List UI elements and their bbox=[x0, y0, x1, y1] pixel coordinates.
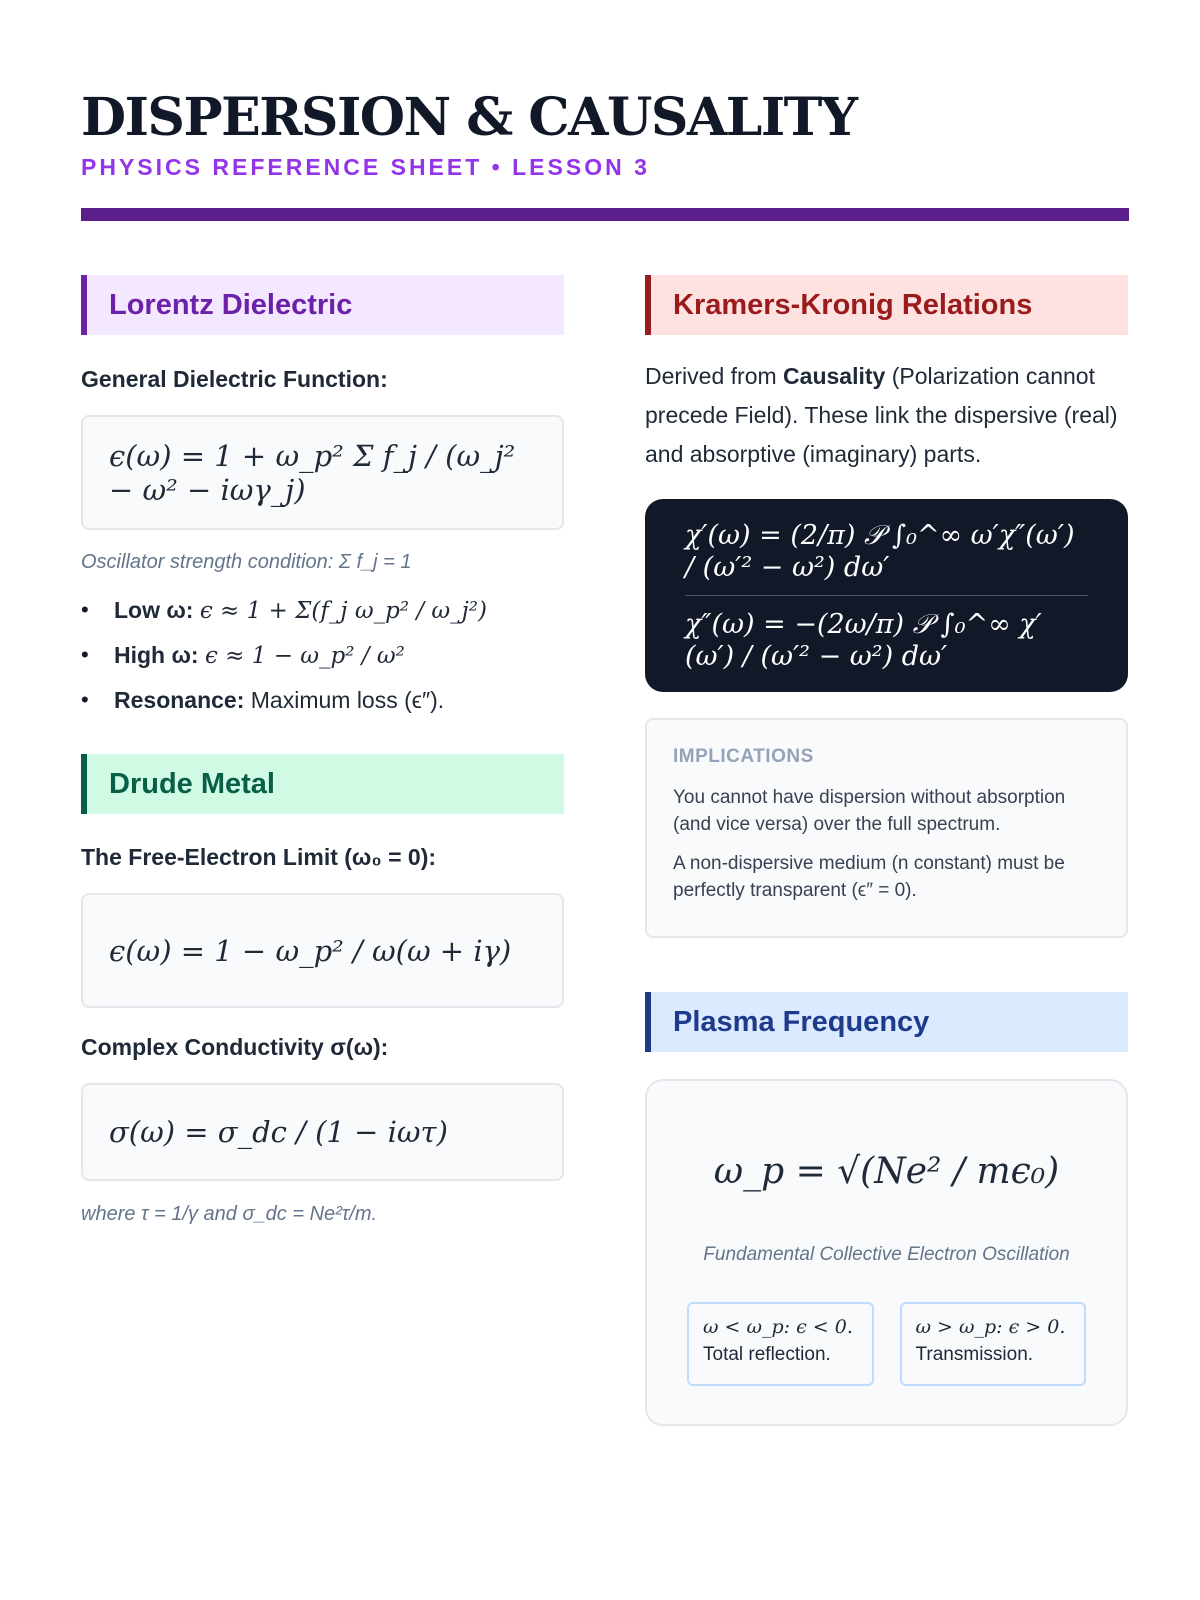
case-above-plasma bbox=[900, 1302, 1087, 1386]
kramers-equations-panel bbox=[645, 499, 1128, 692]
intro-text: Derived from bbox=[645, 363, 784, 389]
list-item bbox=[81, 596, 564, 625]
page-title: DISPERSION & CAUSALITY bbox=[81, 87, 857, 148]
kramers-intro bbox=[645, 357, 1128, 474]
list-item bbox=[81, 686, 564, 714]
lorentz-label: General Dielectric Function: bbox=[81, 366, 388, 392]
bullet-lead: Resonance: bbox=[114, 687, 245, 713]
plasma-cases bbox=[687, 1302, 1086, 1386]
implications-paragraph: You cannot have dispersion without absorption (and vice versa) over the full spectrum. bbox=[673, 787, 1066, 835]
drude-note: where τ = 1/γ and σ_dc = Ne²τ/m. bbox=[81, 1203, 378, 1225]
page-subtitle: PHYSICS REFERENCE SHEET • LESSON 3 bbox=[81, 154, 650, 180]
case-condition: ω > ω_p: ϵ > 0. bbox=[915, 1316, 1066, 1338]
case-condition: ω < ω_p: ϵ < 0. bbox=[703, 1316, 853, 1338]
lorentz-heading: Lorentz Dielectric bbox=[81, 275, 564, 335]
conductivity-equation: σ(ω) = σ_dc / (1 − iωτ) bbox=[109, 1115, 448, 1149]
case-result: Transmission. bbox=[915, 1344, 1034, 1365]
right-column bbox=[645, 275, 1128, 1426]
intro-text: (Polarization cannot precede Field). These link the dispersive (real) and absorptive (imaginary) parts. bbox=[645, 363, 1118, 467]
bullet-lead: High ω: bbox=[114, 642, 199, 668]
page-header bbox=[81, 86, 1129, 180]
header-divider bbox=[81, 208, 1129, 221]
case-below-plasma bbox=[687, 1302, 874, 1386]
left-column bbox=[81, 275, 564, 1226]
plasma-equation: ω_p = √(Ne² / mϵ₀) bbox=[713, 1150, 1060, 1192]
bullet-lead: Low ω: bbox=[114, 597, 194, 623]
implications-title: IMPLICATIONS bbox=[673, 746, 814, 767]
bullet-text: ϵ ≈ 1 + Σ(f_j ω_p² / ω_j²) bbox=[199, 598, 487, 624]
conductivity-label: Complex Conductivity σ(ω): bbox=[81, 1034, 389, 1060]
drude-equation: ϵ(ω) = 1 − ω_p² / ω(ω + iγ) bbox=[109, 933, 512, 968]
implications-paragraph: A non-dispersive medium (n constant) must be perfectly transparent (ϵ″ = 0). bbox=[673, 853, 1065, 901]
kk-real-equation: χ′(ω) = (2/π) 𝒫 ∫₀^∞ ω′χ″(ω′) / (ω′² − ω²) dω′ bbox=[685, 519, 1075, 583]
lorentz-equation-box bbox=[81, 415, 564, 530]
plasma-heading: Plasma Frequency bbox=[645, 992, 1128, 1052]
lorentz-limits-list bbox=[81, 596, 564, 714]
oscillator-strength-note: Oscillator strength condition: Σ f_j = 1 bbox=[81, 551, 412, 573]
list-item bbox=[81, 641, 564, 670]
drude-heading: Drude Metal bbox=[81, 754, 564, 814]
bullet-text: ϵ ≈ 1 − ω_p² / ω² bbox=[204, 643, 405, 669]
drude-equation-box bbox=[81, 893, 564, 1008]
plasma-caption: Fundamental Collective Electron Oscillation bbox=[703, 1244, 1070, 1265]
implications-box bbox=[645, 718, 1128, 938]
kk-imag-row bbox=[685, 596, 1088, 692]
kramers-heading: Kramers-Kronig Relations bbox=[645, 275, 1128, 335]
conductivity-equation-box bbox=[81, 1083, 564, 1181]
plasma-box bbox=[645, 1079, 1128, 1426]
kk-imag-equation: χ″(ω) = −(2ω/π) 𝒫 ∫₀^∞ χ′(ω′) / (ω′² − ω²) dω′ bbox=[685, 608, 1042, 672]
intro-emphasis: Causality bbox=[783, 363, 886, 389]
bullet-text: Maximum loss (ϵ″). bbox=[250, 687, 445, 713]
plasma-equation-row bbox=[687, 1111, 1086, 1231]
case-result: Total reflection. bbox=[703, 1344, 831, 1365]
lorentz-equation: ϵ(ω) = 1 + ω_p² Σ f_j / (ω_j² − ω² − iωγ_j) bbox=[109, 438, 516, 507]
drude-label: The Free-Electron Limit (ω₀ = 0): bbox=[81, 844, 437, 870]
kk-real-row bbox=[685, 499, 1088, 595]
